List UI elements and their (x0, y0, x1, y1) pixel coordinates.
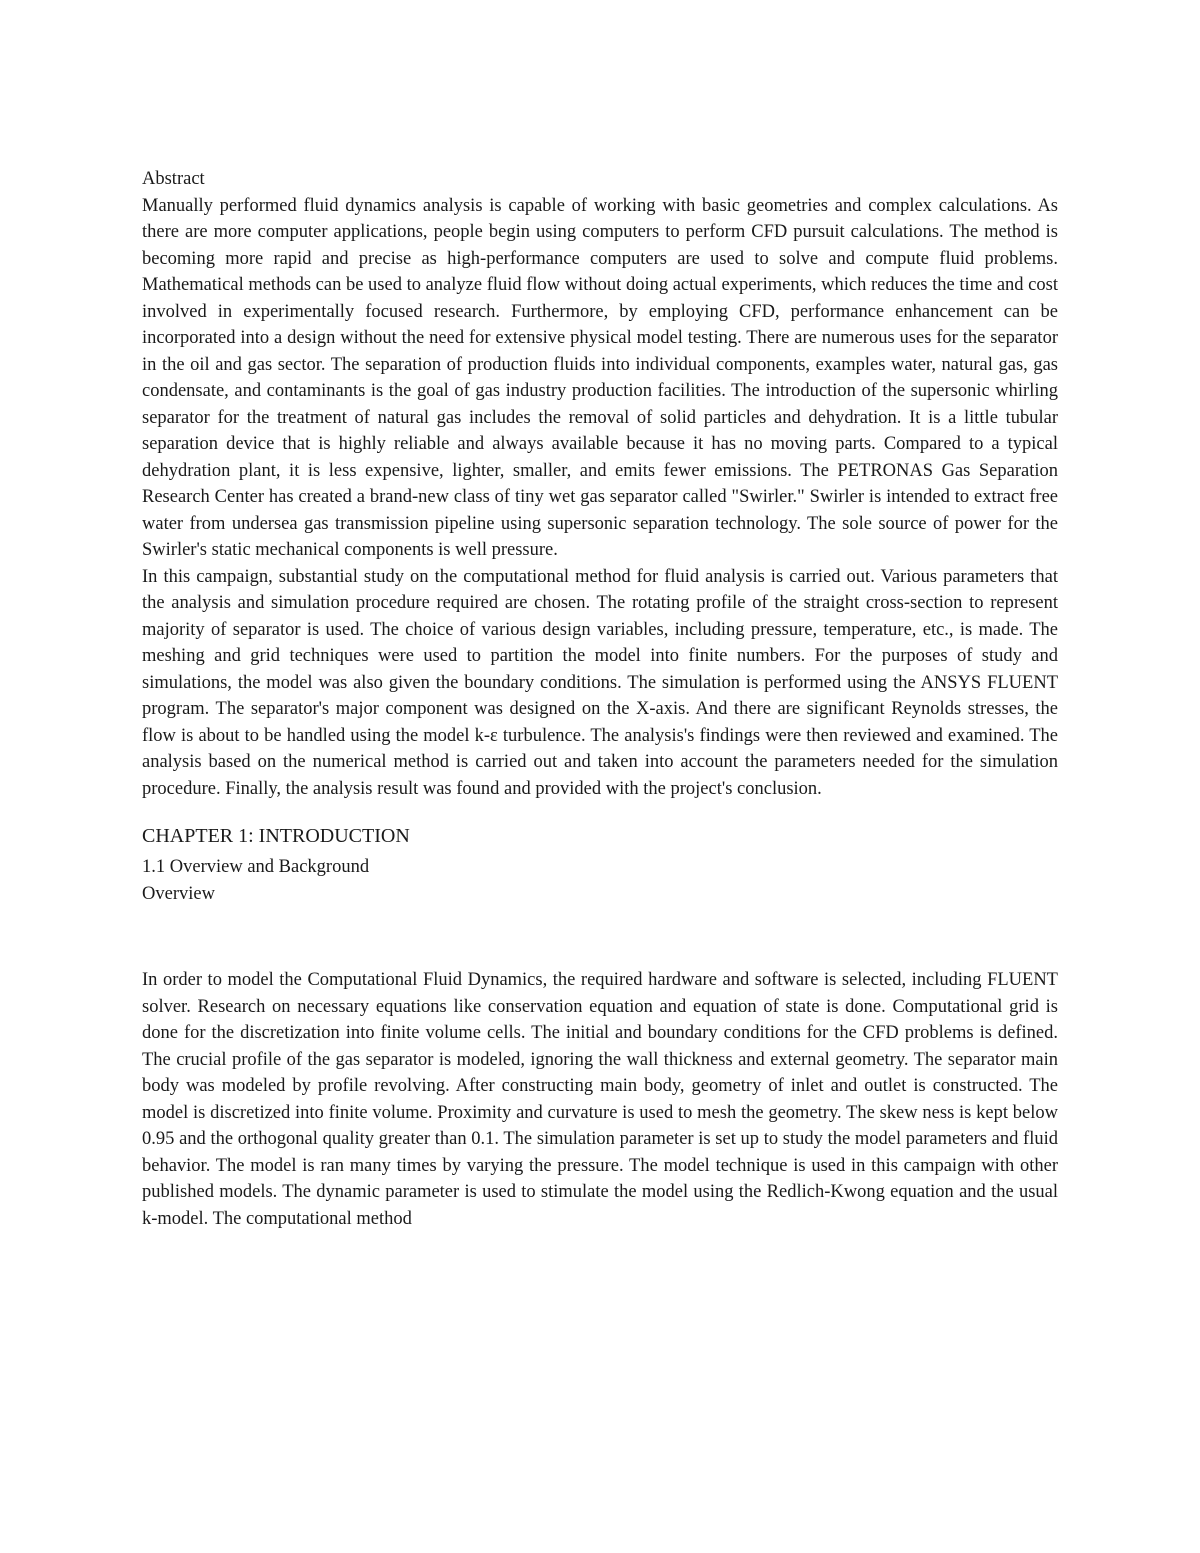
document-body (142, 166, 1058, 1232)
abstract-heading: Abstract (142, 169, 205, 189)
chapter-title: CHAPTER 1: INTRODUCTION (142, 825, 410, 847)
overview-paragraph: In order to model the Computational Fluid Dynamics, the required hardware and software is selected, including FLUENT solver. Research on necessary equations like conservation equation and equation of state is done. Computational grid is done for the discretization into finite volume cells. The initial and boundary conditions for the CFD problems is defined. The crucial profile of the gas separator is modeled, ignoring the wall thickness and external geometry. The separator main body was modeled by profile revolving. After constructing main body, geometry of inlet and outlet is constructed. The model is discretized into finite volume. Proximity and curvature is used to mesh the geometry. The skew ness is kept below 0.95 and the orthogonal quality greater than 0.1. The simulation parameter is set up to study the model parameters and fluid behavior. The model is ran many times by varying the pressure. The model technique is used in this campaign with other published models. The dynamic parameter is used to stimulate the model using the Redlich-Kwong equation and the usual k-model. The computational method (142, 970, 1058, 1229)
abstract-paragraph-1: Manually performed fluid dynamics analysis is capable of working with basic geometries and complex calculations. As there are more computer applications, people begin using computers to perform CFD pursuit calculations. The method is becoming more rapid and precise as high-performance computers are used to solve and compute fluid problems. Mathematical methods can be used to analyze fluid flow without doing actual experiments, which reduces the time and cost involved in experimentally focused research. Furthermore, by employing CFD, performance enhancement can be incorporated into a design without the need for extensive physical model testing. There are numerous uses for the separator in the oil and gas sector. The separation of production fluids into individual components, examples water, natural gas, gas condensate, and contaminants is the goal of gas industry production facilities. The introduction of the supersonic whirling separator for the treatment of natural gas includes the removal of solid particles and dehydration. It is a little tubular separation device that is highly reliable and always available because it has no moving parts. Compared to a typical dehydration plant, it is less expensive, lighter, smaller, and emits fewer emissions. The PETRONAS Gas Separation Research Center has created a brand-new class of tiny wet gas separator called "Swirler." Swirler is intended to extract free water from undersea gas transmission pipeline using supersonic separation technology. The sole source of power for the Swirler's static mechanical components is well pressure. (142, 195, 1058, 560)
subsection-title: Overview (142, 883, 215, 904)
section-title: 1.1 Overview and Background (142, 857, 370, 877)
abstract-paragraph-2: In this campaign, substantial study on the computational method for fluid analysis is carried out. Various parameters that the analysis and simulation procedure required are chosen. The rotating profile of the straight cross-section to represent majority of separator is used. The choice of various design variables, including pressure, temperature, etc., is made. The meshing and grid techniques were used to partition the model into finite numbers. For the purposes of study and simulations, the model was also given the boundary conditions. The simulation is performed using the ANSYS FLUENT program. The separator's major component was designed on the X-axis. And there are significant Reynolds stresses, the flow is about to be handled using the model k-ε turbulence. The analysis's findings were then reviewed and examined. The analysis based on the numerical method is carried out and taken into account the parameters needed for the simulation procedure. Finally, the analysis result was found and provided with the project's conclusion. (142, 566, 1058, 799)
